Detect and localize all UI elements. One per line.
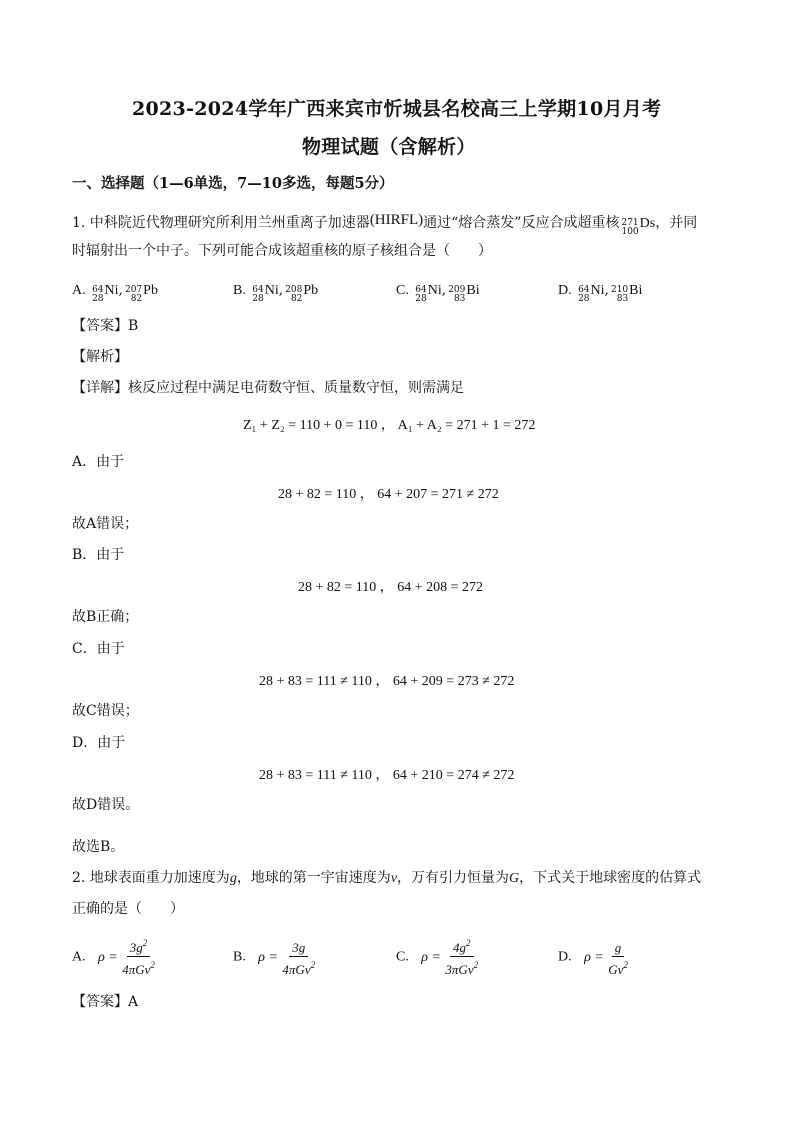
q1-c-conclusion: 故C错误； <box>72 703 139 719</box>
q1-detail: 【详解】核反应过程中满足电荷数守恒、质量数守恒，则需满足 <box>72 380 464 396</box>
q2-stem-line2: 正确的是（ ） <box>72 901 184 917</box>
q2-var-g: g <box>229 871 237 886</box>
q1-a-label: A．由于 <box>72 454 125 470</box>
q1-a-conclusion: 故A错误； <box>72 516 139 532</box>
q2-var-v: v <box>390 871 398 886</box>
paper-title-line2: 物理试题（含解析） <box>302 136 476 158</box>
q1-equation-main: Z₁ + Z₂ = 110 + 0 = 110 ， A₁ + A₂ = 271 + 1 = 272 <box>243 418 536 433</box>
section-heading: 一、选择题（1—6单选，7—10多选，每题5分） <box>72 175 394 192</box>
q2-option-a: A. ρ = $\frac{3g^2}{4\pi Gv^2}$ <box>72 938 155 977</box>
q1-d-equation: 28 + 83 = 111 ≠ 110 ， 64 + 210 = 274 ≠ 272 <box>259 768 515 783</box>
q1-stem-part2: 通过“熔合蒸发”反应合成超重核 <box>423 215 620 231</box>
q1-stem-part1: 1. 中科院近代物理研究所利用兰州重离子加速器 <box>72 215 370 231</box>
q1-stem-part3: ，并同 <box>655 215 698 231</box>
paper-title-line1: 2023-2024学年广西来宾市忻城县名校高三上学期10月月考 <box>132 98 662 120</box>
q2-stem-line1: 2. 地球表面重力加速度为g，地球的第一宇宙速度为v，万有引力恒量为G，下式关于地球密度的估算式 <box>72 870 702 886</box>
q1-nucleus: 271 100 Ds <box>621 216 656 237</box>
q1-stem-line2: 时辐射出一个中子。下列可能合成该超重核的原子核组合是（ ） <box>72 243 492 259</box>
q1-stem-line1 <box>72 210 697 237</box>
q1-option-a: A. 64 28 Ni, 207 82 Pb <box>72 282 158 304</box>
q1-analysis-label: 【解析】 <box>72 349 128 365</box>
q2-option-c: C. ρ = $\frac{4g^2}{3\pi Gv^2}$ <box>396 938 479 977</box>
q1-option-d: D. 64 28 Ni, 210 83 Bi <box>558 282 643 304</box>
q1-b-equation: 28 + 82 = 110 ， 64 + 208 = 272 <box>298 580 484 595</box>
q1-b-conclusion: 故B正确； <box>72 609 139 625</box>
q1-answer: 【答案】B <box>72 318 139 334</box>
q1-d-label: D．由于 <box>72 735 126 751</box>
q2-option-b: B. ρ = $\frac{3g}{4\pi Gv^2}$ <box>233 936 315 977</box>
q1-option-c: C. 64 28 Ni, 209 83 Bi <box>396 282 480 304</box>
q1-b-label: B．由于 <box>72 547 125 563</box>
q1-d-conclusion: 故D错误。 <box>72 797 140 813</box>
q1-c-equation: 28 + 83 = 111 ≠ 110 ， 64 + 209 = 273 ≠ 272 <box>259 674 515 689</box>
q2-option-d: D. ρ = $\frac{g}{Gv^2}$ <box>558 936 628 977</box>
q1-final: 故选B。 <box>72 839 125 855</box>
q2-answer: 【答案】A <box>72 994 139 1010</box>
q1-hirfl: (HIRFL) <box>369 212 424 228</box>
q1-a-equation: 28 + 82 = 110 ， 64 + 207 = 271 ≠ 272 <box>278 487 499 502</box>
q1-option-b: B. 64 28 Ni, 208 82 Pb <box>233 282 319 304</box>
q2-var-G: G <box>509 871 520 886</box>
q1-c-label: C．由于 <box>72 641 125 657</box>
